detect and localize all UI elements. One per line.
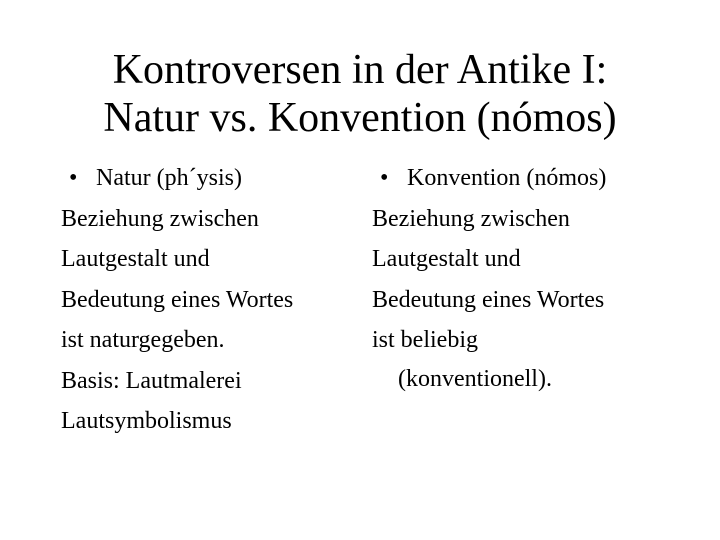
right-text-line: ist beliebig: [372, 327, 478, 353]
right-text-line: Beziehung zwischen: [372, 205, 570, 232]
right-text-line-indented: (konventionell).: [398, 365, 552, 392]
title-line-1: Kontroversen in der Antike I:: [112, 47, 608, 93]
slide-title: [0, 46, 720, 142]
left-bullet-item: [61, 158, 293, 199]
left-heading: Natur (ph´ysis): [96, 165, 242, 191]
left-text-line: ist naturgegeben.: [61, 327, 225, 353]
left-text-line: Bedeutung eines Wortes: [61, 286, 294, 313]
right-text-line: Bedeutung eines Wortes: [372, 286, 605, 313]
left-text-line: Lautsymbolismus: [61, 408, 232, 434]
bullet-icon: •: [69, 165, 78, 191]
right-column-konvention: [372, 158, 606, 397]
title-line-2: Natur vs. Konvention (nómos): [103, 95, 617, 141]
right-text-line: Lautgestalt und: [372, 246, 521, 272]
right-heading: Konvention (nómos): [407, 165, 607, 191]
left-text-line: Basis: Lautmalerei: [61, 367, 242, 394]
left-text-line: Beziehung zwischen: [61, 205, 259, 232]
left-column-natur: [61, 158, 293, 442]
left-text-line: Lautgestalt und: [61, 246, 210, 272]
bullet-icon: •: [380, 165, 389, 191]
right-bullet-item: [372, 158, 606, 199]
